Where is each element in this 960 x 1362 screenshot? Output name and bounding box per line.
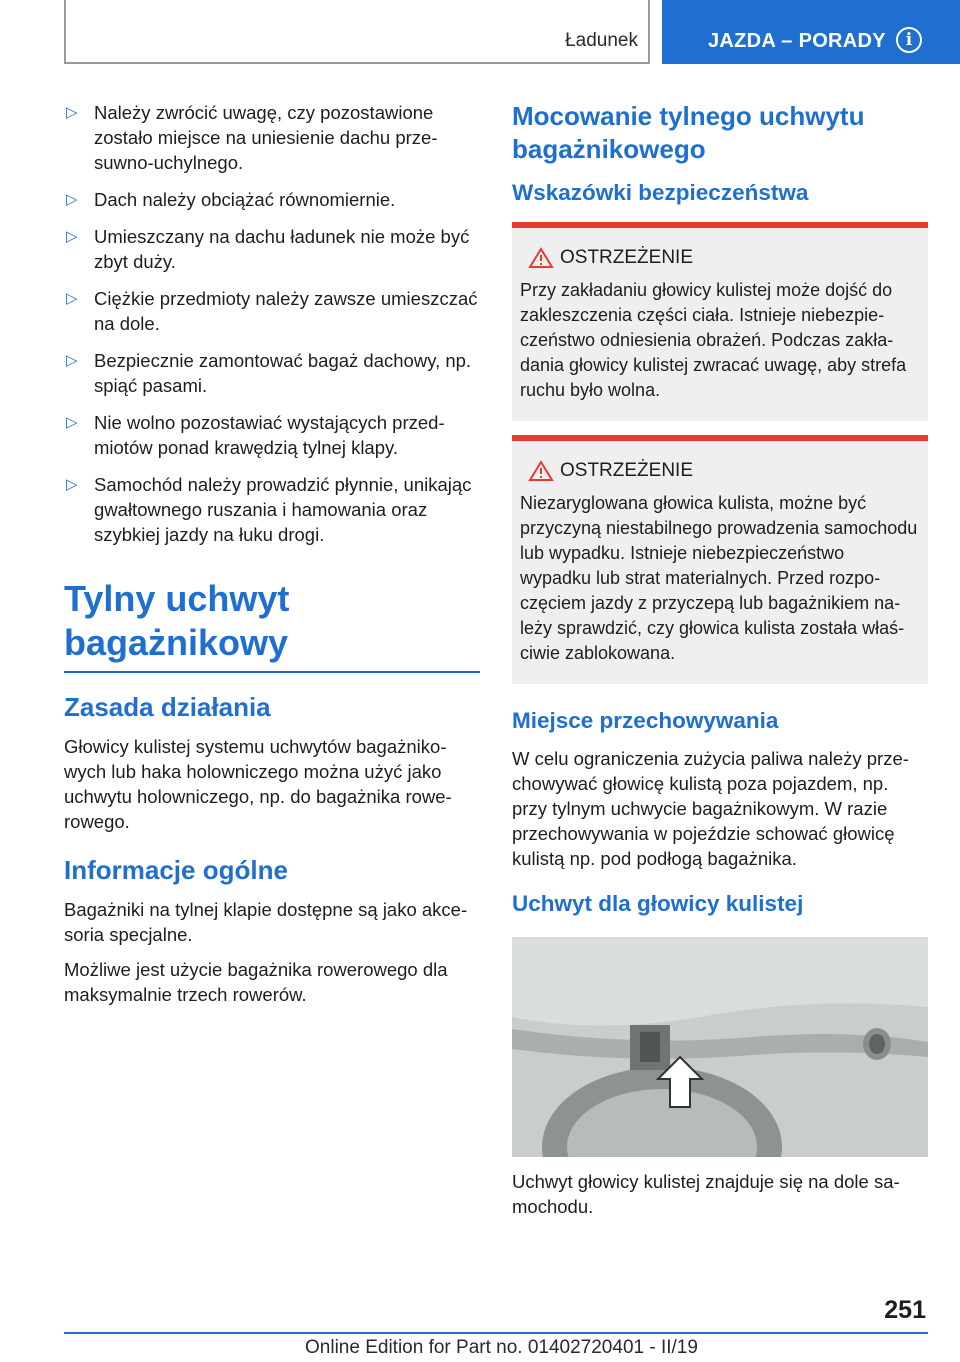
warning-title: OSTRZEŻENIE: [520, 246, 920, 270]
warning-triangle-icon: [528, 460, 554, 482]
list-item: ▷ Bezpiecznie zamontować bagaż dachowy, np. spiąć pasami.: [66, 350, 472, 396]
list-item: ▷ Dach należy obciążać równomiernie.: [66, 189, 396, 210]
warning-text: Niezaryglowana głowica kulista, możne być przyczyną niestabilnego prowadzenia samochodu lub wypadku. Istnieje niebezpieczeństwo wypadku lub strat materialnych. Przed rozpoczęciem jazdy z przyczepą lub bagażnikiem należy sprawdzić, czy głowica kulista została właściwie zablokowana.: [520, 493, 918, 663]
triangle-bullet-icon: ▷: [66, 228, 78, 245]
left-column: [64, 100, 480, 1017]
triangle-bullet-icon: ▷: [66, 191, 78, 208]
ball-head-holder-photo: [512, 937, 928, 1157]
general-text-2: Możliwe jest użycie bagażnika rowerowego dla maksymalnie trzech rowerów.: [64, 959, 448, 1005]
footer-divider: [64, 1332, 928, 1334]
page-number: 251: [884, 1296, 926, 1324]
principle-text: Głowicy kulistej systemu uchwytów bagażnikowych lub haka holowniczego można użyć jako uchwytu holowniczego, np. do bagażnika rowerowego.: [64, 736, 452, 832]
storage-subheading: Miejsce przechowywania: [512, 708, 779, 733]
edition-footer: Online Edition for Part no. 01402720401 - II/19: [305, 1337, 698, 1358]
triangle-bullet-icon: ▷: [66, 476, 78, 493]
main-heading: Tylny uchwyt bagażnikowy: [64, 577, 480, 673]
storage-text: W celu ograniczenia zużycia paliwa należy przechowywać głowicę kulistą poza pojazdem, np. przy tylnym uchwycie bagażnikowym. W razie przechowywania w pojeździe schować głowicę kulistą np. pod podłogą bagażnika.: [512, 748, 909, 869]
photo-caption: Uchwyt głowicy kulistej znajduje się na dole samochodu.: [512, 1171, 900, 1217]
info-icon[interactable]: i: [896, 27, 922, 53]
right-column: [512, 100, 928, 1229]
triangle-bullet-icon: ▷: [66, 290, 78, 307]
safety-subheading: Wskazówki bezpieczeństwa: [512, 180, 809, 205]
warning-box: [512, 222, 928, 421]
list-item: ▷ Należy zwrócić uwagę, czy pozostawione zostało miejsce na uniesienie dachu przesuwno-uchylnego.: [66, 102, 438, 173]
list-item: ▷ Nie wolno pozostawiać wystających przedmiotów ponad krawędzią tylnej klapy.: [66, 412, 445, 458]
holder-subheading: Uchwyt dla głowicy kulistej: [512, 891, 804, 916]
triangle-bullet-icon: ▷: [66, 352, 78, 369]
triangle-bullet-icon: ▷: [66, 104, 78, 121]
header-section-box: [64, 0, 650, 64]
warning-title: OSTRZEŻENIE: [520, 459, 920, 483]
section-title: Ładunek: [565, 30, 638, 51]
list-item: ▷ Ciężkie przedmioty należy zawsze umieszczać na dole.: [66, 288, 478, 334]
list-item: ▷ Umieszczany na dachu ładunek nie może być zbyt duży.: [66, 226, 470, 272]
mounting-heading: Mocowanie tylnego uchwytu bagażnikowego: [512, 101, 865, 164]
warning-box: [512, 435, 928, 684]
list-item: ▷ Samochód należy prowadzić płynnie, unikając gwałtownego ruszania i hamowania oraz szybkiej jazdy na łuku drogi.: [66, 474, 472, 545]
warning-text: Przy zakładaniu głowicy kulistej może dojść do zakleszczenia części ciała. Istnieje niebezpieczeństwo odniesienia obrażeń. Podczas zakładania głowicy kulistej zwracać uwagę, aby strefa ruchu było wolna.: [520, 280, 907, 400]
chapter-title: JAZDA – PORADY: [708, 30, 886, 52]
warning-triangle-icon: [528, 247, 554, 269]
chapter-tab[interactable]: [662, 0, 960, 64]
section-heading-principle: Zasada działania: [64, 692, 271, 722]
triangle-bullet-icon: ▷: [66, 414, 78, 431]
general-text-1: Bagażniki na tylnej klapie dostępne są jako akcesoria specjalne.: [64, 899, 468, 945]
section-heading-general: Informacje ogólne: [64, 855, 288, 885]
